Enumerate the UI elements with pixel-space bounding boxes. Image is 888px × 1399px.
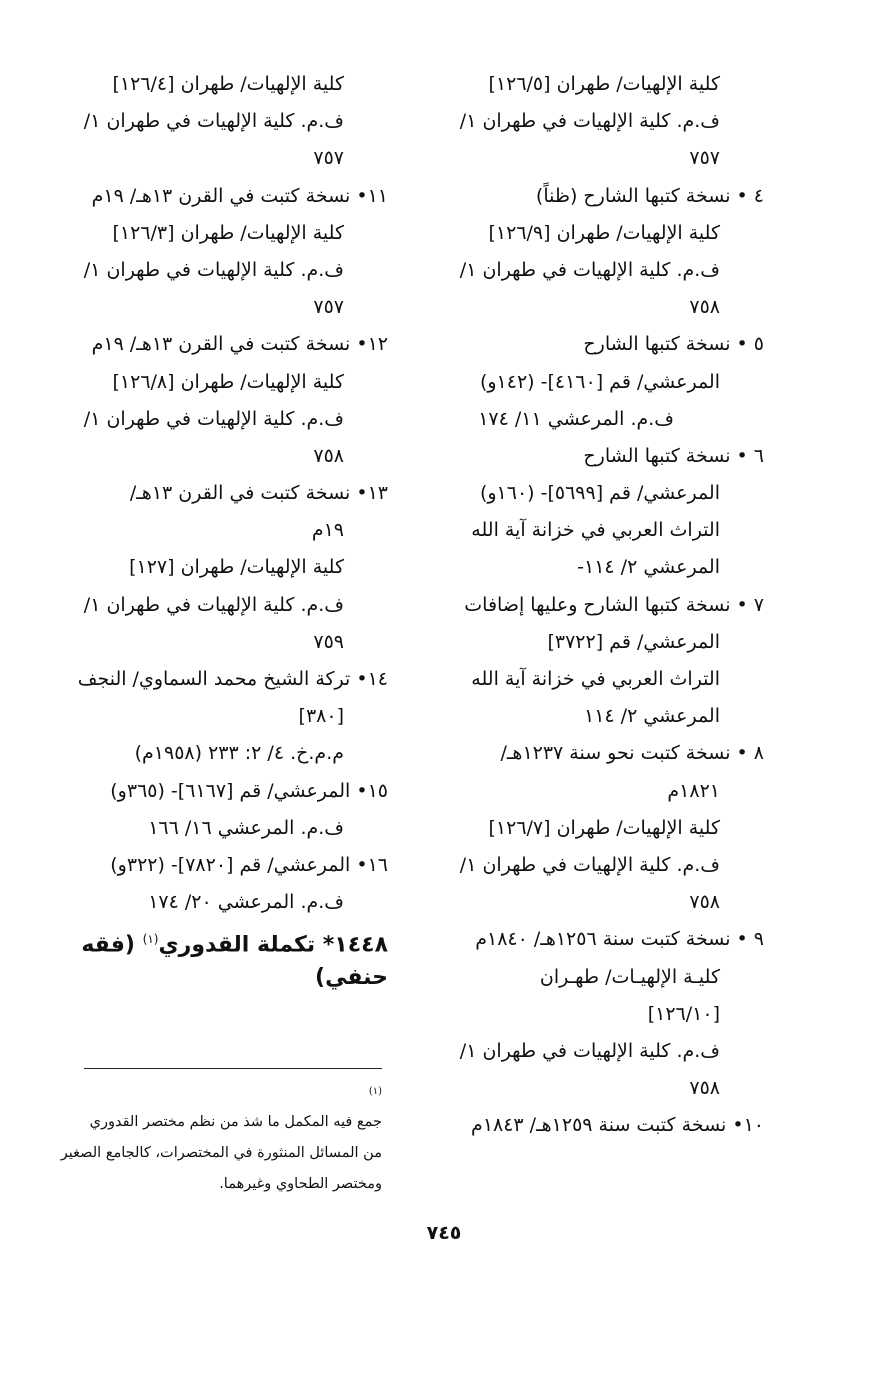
footnote-mark: (١) xyxy=(368,1086,382,1097)
left-column-line: [٣٨٠] xyxy=(298,705,344,728)
right-column-line: ٥ • نسخة كتبها الشارح xyxy=(583,333,764,356)
footnote-line-2: من المسائل المنثورة في المختصرات، كالجامع الصغير xyxy=(60,1145,382,1161)
left-column-line: ١٤• تركة الشيخ محمد السماوي/ النجف xyxy=(77,668,388,690)
right-column-line: كليـة الإلهيـات/ طهـران xyxy=(539,965,720,988)
right-column-line: المرعشي ٢/ ١١٤ xyxy=(584,705,720,728)
left-column-line: كلية الإلهيات/ طهران [١٢٦/٣] xyxy=(112,221,344,244)
right-column-line: ف.م. كلية الإلهيات في طهران ١/ xyxy=(459,1039,720,1062)
right-column xyxy=(434,66,764,1144)
right-column-line: ٧٥٨ xyxy=(689,1077,720,1100)
right-column-line: المرعشي/ قم [٤١٦٠]- (١٤٢و) xyxy=(479,370,720,393)
left-column-line: ١٣• نسخة كتبت في القرن ١٣هـ/ xyxy=(129,482,388,505)
right-column-line: ٩ • نسخة كتبت سنة ١٢٥٦هـ/ ١٨٤٠م xyxy=(475,928,764,951)
left-column-line: كلية الإلهيات/ طهران [١٢٦/٤] xyxy=(112,73,344,95)
left-column-line: ١٥• المرعشي/ قم [٦١٦٧]- (٣٦٥و) xyxy=(110,779,388,802)
left-column-line: ١٩م xyxy=(311,519,344,542)
right-column-line: ف.م. كلية الإلهيات في طهران ١/ xyxy=(459,853,720,876)
left-column-line: ف.م. كلية الإلهيات في طهران ١/ xyxy=(83,407,344,430)
right-column-line: التراث العربي في خزانة آية الله xyxy=(471,519,720,542)
left-column-line: كلية الإلهيات/ طهران [١٢٧] xyxy=(129,556,344,579)
entry-heading xyxy=(46,921,388,958)
right-column-line: ٨ • نسخة كتبت نحو سنة ١٢٣٧هـ/ xyxy=(500,742,764,765)
left-column-line: ف.م. كلية الإلهيات في طهران ١/ xyxy=(83,110,344,133)
right-column-line: [١٢٦/١٠] xyxy=(647,1002,720,1025)
right-column-line: ف.م. المرعشي ١١/ ١٧٤ xyxy=(478,407,674,430)
left-column-line: ف.م. كلية الإلهيات في طهران ١/ xyxy=(83,593,344,616)
entry-heading-continuation: حنفي) xyxy=(315,964,388,990)
footnote xyxy=(40,1076,382,1200)
footnote-separator xyxy=(84,1068,382,1069)
left-column xyxy=(46,66,388,996)
left-column-line: ٧٥٧ xyxy=(313,296,344,319)
left-column-line: ف.م. كلية الإلهيات في طهران ١/ xyxy=(83,258,344,281)
left-column-line: ١١• نسخة كتبت في القرن ١٣هـ/ ١٩م xyxy=(91,184,388,207)
entry-heading-title: ١٤٤٨* تكملة القدوري xyxy=(158,932,388,958)
left-column-line: ف.م. المرعشي ١٦/ ١٦٦ xyxy=(148,816,344,839)
right-column-line: كلية الإلهيات/ طهران [١٢٦/٩] xyxy=(488,221,720,244)
footnote-text-1: جمع فيه المكمل ما شذ من نظم مختصر القدوري xyxy=(89,1114,382,1130)
right-column-line: ١٠• نسخة كتبت سنة ١٢٥٩هـ/ ١٨٤٣م xyxy=(471,1114,764,1137)
left-column-line: ٧٥٧ xyxy=(313,147,344,170)
right-column-line: المرعشي ٢/ ١١٤- xyxy=(577,556,720,579)
right-column-line: ٧٥٨ xyxy=(689,891,720,914)
right-column-line: التراث العربي في خزانة آية الله xyxy=(471,668,720,690)
left-column-line: ف.م. المرعشي ٢٠/ ١٧٤ xyxy=(148,891,344,914)
right-column-line: المرعشي/ قم [٣٧٢٢] xyxy=(547,630,720,653)
left-column-entries xyxy=(46,66,388,921)
right-column-line: ٤ • نسخة كتبها الشارح (ظناً) xyxy=(535,184,764,207)
left-column-line: ٧٥٩ xyxy=(313,630,344,653)
right-column-line: كلية الإلهيات/ طهران [١٢٦/٥] xyxy=(488,73,720,95)
footnote-line-1 xyxy=(40,1076,382,1138)
footnote-reference: (١) xyxy=(142,932,159,947)
right-column-line: ف.م. كلية الإلهيات في طهران ١/ xyxy=(459,110,720,133)
page-number: ٧٤٥ xyxy=(426,1222,462,1244)
right-column-line: كلية الإلهيات/ طهران [١٢٦/٧] xyxy=(488,816,720,839)
right-column-line: ف.م. كلية الإلهيات في طهران ١/ xyxy=(459,258,720,281)
left-column-line: ١٢• نسخة كتبت في القرن ١٣هـ/ ١٩م xyxy=(91,333,388,356)
right-column-line: المرعشي/ قم [٥٦٩٩]- (١٦٠و) xyxy=(479,482,720,505)
right-column-line: ٧ • نسخة كتبها الشارح وعليها إضافات xyxy=(464,593,764,616)
right-column-line: ٦ • نسخة كتبها الشارح xyxy=(583,444,764,467)
footnote-line-3: ومختصر الطحاوي وغيرهما. xyxy=(219,1176,382,1192)
right-column-line: ٧٥٧ xyxy=(689,147,720,170)
entry-heading-subject: (فقه xyxy=(81,932,135,958)
left-column-line: م.م.خ. ٤/ ٢: ٢٣٣ (١٩٥٨م) xyxy=(134,742,344,765)
left-column-line: ١٦• المرعشي/ قم [٧٨٢٠]- (٣٢٢و) xyxy=(110,853,388,876)
right-column-line: ٧٥٨ xyxy=(689,296,720,319)
left-column-line: كلية الإلهيات/ طهران [١٢٦/٨] xyxy=(112,370,344,393)
right-column-line: ١٨٢١م xyxy=(667,779,720,802)
left-column-line: ٧٥٨ xyxy=(313,444,344,467)
